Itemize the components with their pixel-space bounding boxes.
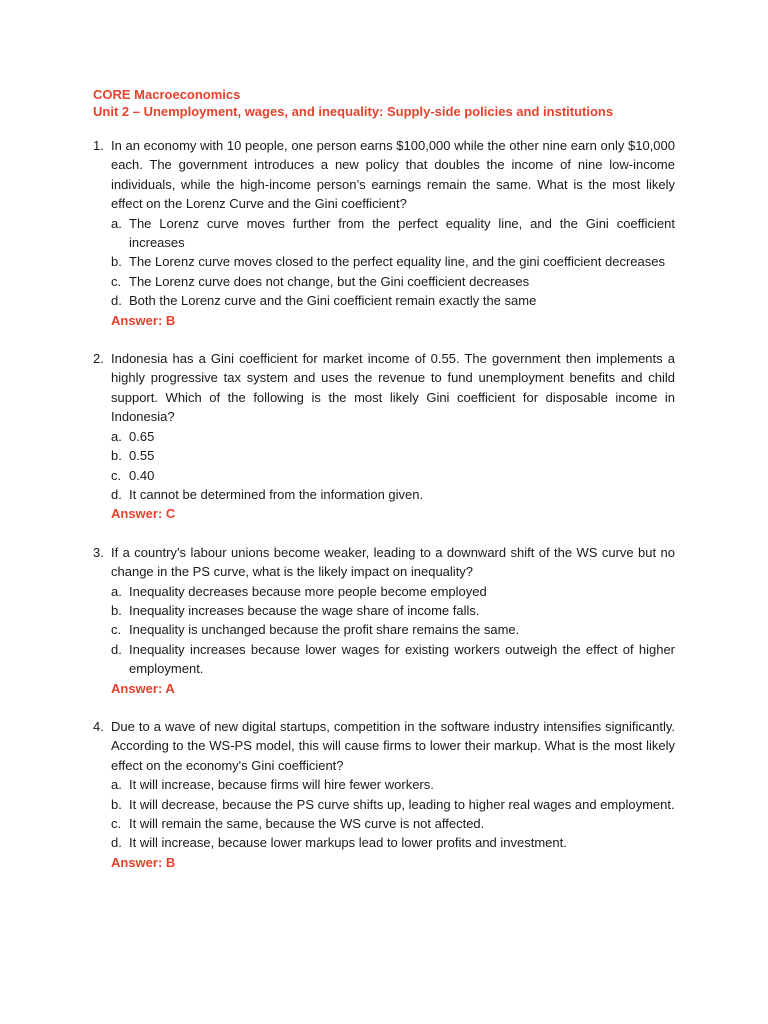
option-a <box>111 427 675 446</box>
question-list <box>93 136 675 891</box>
question-number: 2. <box>93 351 104 367</box>
answer-label: Answer: B <box>111 312 176 328</box>
option-letter: a. <box>111 583 122 599</box>
option-text: 0.65 <box>129 428 155 444</box>
option-b <box>111 252 675 271</box>
option-d <box>111 485 675 504</box>
answer-label: Answer: B <box>111 854 176 870</box>
option-b <box>111 446 675 465</box>
option-letter: c. <box>111 273 122 289</box>
answer-label: Answer: A <box>111 680 175 696</box>
option-d <box>111 833 675 852</box>
option-letter: b. <box>111 602 122 618</box>
option-text: It will increase, because firms will hire fewer workers. <box>129 777 434 793</box>
option-letter: d. <box>111 641 122 657</box>
option-letter: a. <box>111 777 122 793</box>
option-letter: a. <box>111 428 122 444</box>
option-c <box>111 272 675 291</box>
option-letter: c. <box>111 622 122 638</box>
option-c <box>111 620 675 639</box>
question-body <box>111 349 675 524</box>
option-b <box>111 601 675 620</box>
option-letter: c. <box>111 816 122 831</box>
option-letter: d. <box>111 486 122 502</box>
option-text: It will decrease, because the PS curve shifts up, leading to higher real wages and employment. <box>129 796 675 812</box>
question-stem: If a country’s labour unions become weaker, leading to a downward shift of the WS curve but no change in the PS curve, what is the likely impact on inequality? <box>111 544 675 580</box>
option-c <box>111 814 675 833</box>
option-letter: d. <box>111 293 122 309</box>
question-stem: Due to a wave of new digital startups, competition in the software industry intensifies significantly. According to the WS-PS model, this will cause firms to lower their markup. What is the most likely effect on the economy's Gini coefficient? <box>111 718 675 773</box>
option-text: Inequality decreases because more people become employed <box>129 583 487 599</box>
option-text: 0.40 <box>129 467 155 483</box>
option-letter: b. <box>111 796 122 812</box>
question-body <box>111 543 675 698</box>
question-1 <box>93 136 675 330</box>
option-text: The Lorenz curve moves further from the perfect equality line, and the Gini coefficient increases <box>129 215 675 251</box>
option-letter: d. <box>111 835 122 851</box>
option-text: Inequality is unchanged because the profit share remains the same. <box>129 622 520 638</box>
option-text: 0.55 <box>129 448 155 464</box>
question-body <box>111 136 675 330</box>
option-a <box>111 214 675 253</box>
option-letter: a. <box>111 215 122 231</box>
option-b <box>111 795 675 814</box>
option-text: The Lorenz curve does not change, but the Gini coefficient decreases <box>129 273 530 289</box>
question-stem: Indonesia has a Gini coefficient for market income of 0.55. The government then implements a highly progressive tax system and uses the revenue to fund unemployment benefits and child support. Which of the following is the most likely Gini coefficient for disposable income in Indonesia? <box>111 351 675 425</box>
option-a <box>111 582 675 601</box>
question-number: 3. <box>93 544 104 560</box>
question-stem: In an economy with 10 people, one person earns $100,000 while the other nine earn only $10,000 each. The government introduces a new policy that doubles the income of nine low-income individuals, while the high-income person’s earnings remain the same. What is the most likely effect on the Lorenz Curve and the Gini coefficient? <box>111 138 675 212</box>
option-c <box>111 466 675 485</box>
unit-title: Unit 2 – Unemployment, wages, and inequality: Supply-side policies and institutions <box>93 104 614 119</box>
question-body <box>111 717 675 872</box>
option-d <box>111 640 675 679</box>
question-number: 4. <box>93 718 104 734</box>
option-d <box>111 291 675 310</box>
option-letter: c. <box>111 467 122 483</box>
option-letter: b. <box>111 254 122 270</box>
question-number: 1. <box>93 138 104 153</box>
option-text: The Lorenz curve moves closed to the perfect equality line, and the gini coefficient decreases <box>129 254 665 270</box>
option-letter: b. <box>111 448 122 464</box>
option-text: It will increase, because lower markups lead to lower profits and investment. <box>129 835 567 851</box>
course-title: CORE Macroeconomics <box>93 87 241 102</box>
question-2 <box>93 349 675 524</box>
option-a <box>111 775 675 794</box>
answer-label: Answer: C <box>111 506 176 522</box>
question-4 <box>93 717 675 872</box>
question-3 <box>93 543 675 698</box>
document-header <box>93 86 613 120</box>
option-text: Both the Lorenz curve and the Gini coefficient remain exactly the same <box>129 293 537 309</box>
option-text: It cannot be determined from the information given. <box>129 486 424 502</box>
option-text: It will remain the same, because the WS curve is not affected. <box>129 816 485 831</box>
option-text: Inequality increases because lower wages for existing workers outweigh the effect of higher employment. <box>129 641 675 677</box>
option-text: Inequality increases because the wage share of income falls. <box>129 602 480 618</box>
